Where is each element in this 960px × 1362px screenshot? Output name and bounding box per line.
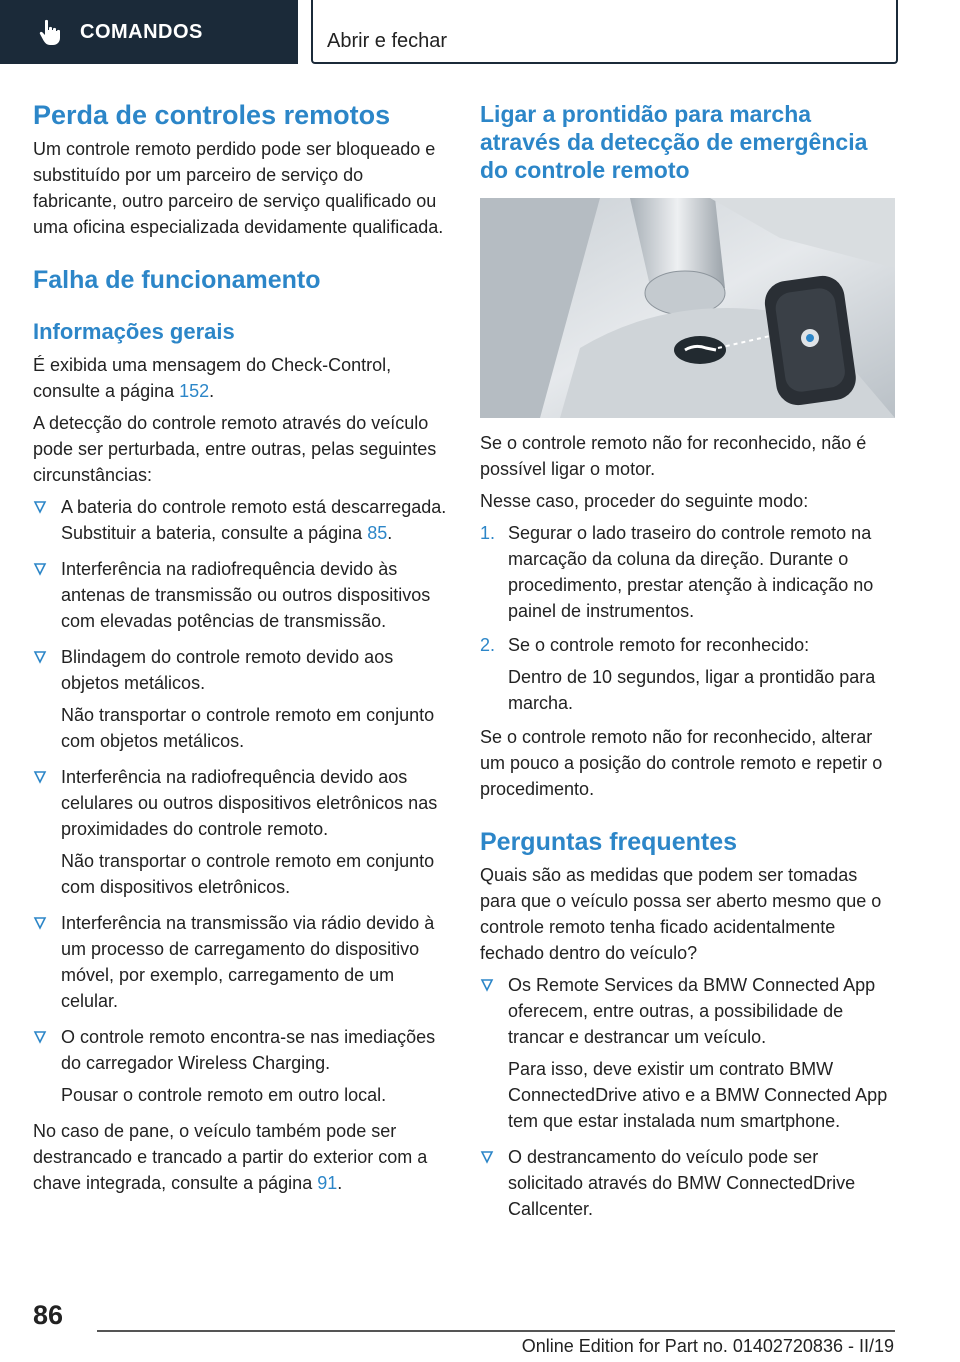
list-item: O controle remoto encontra-se nas imediações do carregador Wireless Charging. Pousar o controle remoto em outro local. — [33, 1024, 449, 1108]
triangle-bullet-icon — [33, 650, 47, 664]
triangle-bullet-icon — [33, 916, 47, 930]
steps-list — [480, 520, 896, 716]
list-item: Interferência na radiofrequência devido aos celulares ou outros dispositivos eletrônicos nas proximidades do controle remoto. Não transportar o controle remoto em conjunto com dispositivos eletrônicos. — [33, 764, 449, 900]
detection-text: A detecção do controle remoto através do veículo pode ser perturbada, entre outras, pelas seguintes circunstâncias: — [33, 413, 437, 485]
edition-text: Online Edition for Part no. 01402720836 - II/19 — [521, 1336, 894, 1356]
page-link-91[interactable]: 91 — [317, 1173, 338, 1193]
ready-title: Ligar a prontidão para marcha através da detecção de emergência do controle remoto — [480, 101, 868, 183]
header-breadcrumb-box — [311, 0, 898, 64]
general-info-title: Informações gerais — [33, 319, 235, 344]
section-tab — [0, 0, 298, 64]
footer-divider — [97, 1330, 895, 1332]
list-item: O destrancamento do veículo pode ser solicitado através do BMW ConnectedDrive Callcenter. — [480, 1144, 896, 1222]
pane-text: No caso de pane, o veículo também pode ser destrancado e trancado a partir do exterior com a chave integrada, consulte a página 91. — [33, 1121, 428, 1193]
loss-title: Perda de controles remotos — [33, 100, 391, 130]
faq-title: Perguntas frequentes — [480, 828, 738, 856]
retry-text: Se o controle remoto não for reconhecido, alterar um pouco a posição do controle remoto e repetir o procedimento. — [480, 727, 883, 799]
list-item: Interferência na radiofrequência devido às antenas de transmissão ou outros dispositivos com elevadas potências de transmissão. — [33, 556, 449, 634]
malfunction-title: Falha de funcionamento — [33, 266, 321, 294]
general-text: É exibida uma mensagem do Check-Control, consulte a página 152. — [33, 355, 392, 401]
page-link-152[interactable]: 152 — [179, 381, 210, 401]
section-tab-label: COMANDOS — [80, 20, 203, 43]
breadcrumb: Abrir e fechar — [327, 30, 448, 52]
list-item: Blindagem do controle remoto devido aos objetos metálicos. Não transportar o controle remoto em conjunto com objetos metálicos. — [33, 644, 449, 754]
step-number: 1. — [480, 523, 496, 543]
list-item: Os Remote Services da BMW Connected App oferecem, entre outras, a possibilidade de trancar e destrancar um veículo. Para isso, deve existir um contrato BMW ConnectedDrive ativo e a BMW Connected App tem que estar instalada num smartphone. — [480, 972, 896, 1134]
triangle-bullet-icon — [480, 1150, 494, 1164]
not-recognized-text: Se o controle remoto não for reconhecido, não é possível ligar o motor. — [480, 433, 867, 479]
triangle-bullet-icon — [480, 978, 494, 992]
circumstances-list — [33, 494, 449, 1108]
proceed-text: Nesse caso, proceder do seguinte modo: — [480, 491, 809, 511]
page-number: 86 — [33, 1300, 64, 1330]
right-column — [480, 100, 896, 1232]
step-number: 2. — [480, 635, 496, 655]
triangle-bullet-icon — [33, 1030, 47, 1044]
photo-illustration — [480, 198, 895, 418]
page-link-85[interactable]: 85 — [367, 523, 388, 543]
loss-text: Um controle remoto perdido pode ser bloqueado e substituído por um parceiro de serviço do fabricante, outro parceiro de serviço qualificado ou uma oficina especializada devidamente qualificada. — [33, 139, 444, 237]
hand-pointer-icon — [36, 17, 66, 47]
faq-question: Quais são as medidas que podem ser tomadas para que o veículo possa ser aberto mesmo que o controle remoto tenha ficado acidentalmente fechado dentro do veículo? — [480, 865, 882, 963]
triangle-bullet-icon — [33, 770, 47, 784]
steering-column-key-photo — [480, 198, 895, 418]
list-item: 1. Segurar o lado traseiro do controle remoto na marcação da coluna da direção. Durante o procedimento, prestar atenção à indicação no painel de instrumentos. — [480, 520, 896, 624]
list-item: 2. Se o controle remoto for reconhecido: Dentro de 10 segundos, ligar a prontidão para marcha. — [480, 632, 896, 716]
list-item: Interferência na transmissão via rádio devido à um processo de carregamento do dispositivo móvel, por exemplo, carregamento de um celular. — [33, 910, 449, 1014]
triangle-bullet-icon — [33, 500, 47, 514]
left-column — [33, 100, 449, 1196]
triangle-bullet-icon — [33, 562, 47, 576]
faq-list — [480, 972, 896, 1222]
list-item: A bateria do controle remoto está descarregada. Substituir a bateria, consulte a página 85. — [33, 494, 449, 546]
